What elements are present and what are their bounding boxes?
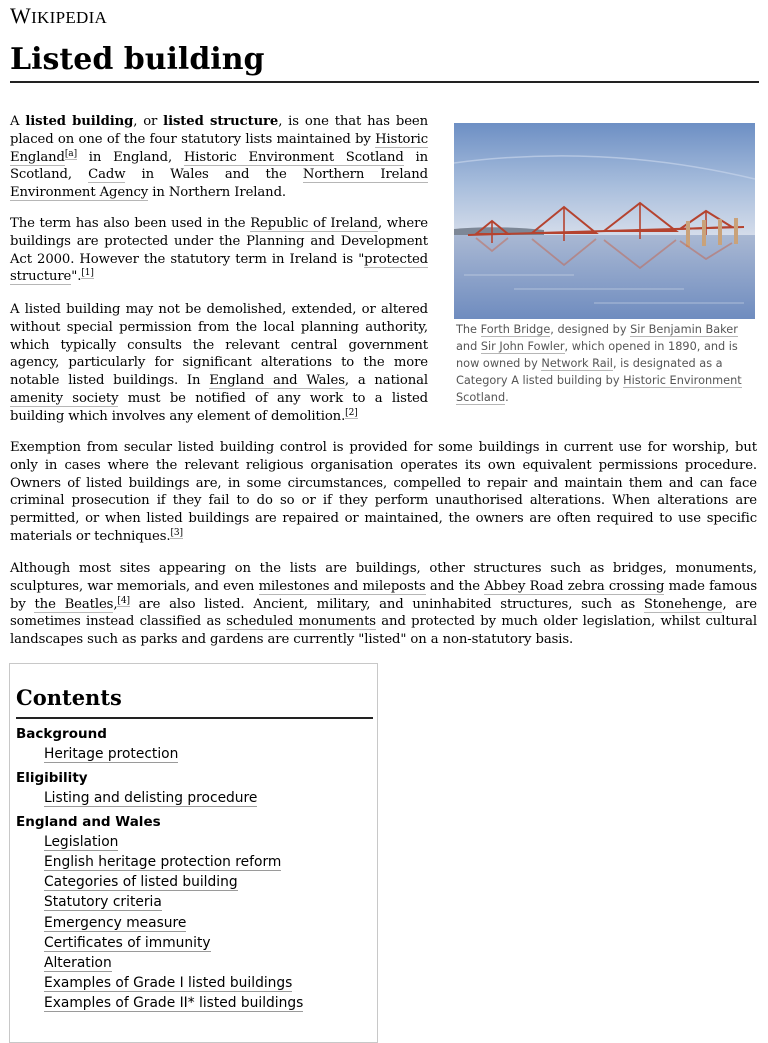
toc-title: Contents (16, 685, 122, 710)
text-run: in Wales and the (125, 167, 303, 183)
toc-list (16, 724, 303, 1017)
wordmark-initial: W (10, 3, 32, 28)
wiki-link[interactable]: Sir John Fowler (480, 340, 565, 353)
text-run: made famous by (10, 578, 758, 612)
toc-subsection-item (44, 993, 303, 1013)
bold-term: listed structure (163, 114, 279, 129)
text-run: and (456, 340, 481, 353)
toc-section-link[interactable]: Eligibility (16, 770, 88, 787)
forth-bridge-photo[interactable] (454, 123, 755, 319)
toc-subsection-item (44, 933, 303, 953)
citation (81, 268, 93, 279)
toc-subsection-list (44, 744, 303, 764)
toc-section (16, 724, 303, 764)
intro-paragraph-1 (10, 113, 428, 202)
text-run: , are sometimes instead classified as (10, 596, 757, 630)
text-run: in England, (76, 149, 184, 165)
toc-section-link[interactable]: England and Wales (16, 814, 161, 831)
toc-subsection-item (44, 892, 303, 912)
wiki-link[interactable]: Cadw (88, 167, 126, 183)
toc-subsection-link[interactable]: Heritage protection (44, 746, 179, 762)
figure-caption (456, 321, 752, 406)
toc-subsection-link[interactable]: Listing and delisting procedure (44, 790, 258, 807)
citation-link[interactable]: [3] (170, 527, 183, 538)
text-run: A (10, 114, 26, 129)
toc-subsection-item (44, 913, 303, 933)
wiki-link[interactable]: Northern Ireland Environment Agency (10, 167, 429, 201)
title-divider (10, 81, 759, 83)
wiki-link[interactable]: protected structure (10, 251, 428, 285)
wiki-link[interactable]: scheduled monuments (226, 614, 376, 630)
text-run: , a national (344, 373, 428, 389)
text-run: A listed building may not be demolished, extended, or altered without special permission from the local planning authority, which typically consults the relevant central government agency, particularly for significant alterations to the more notable listed buildings. In (10, 302, 428, 389)
wiki-link[interactable]: Stonehenge (643, 596, 723, 612)
toc-subsection-item (44, 953, 303, 973)
citation (65, 149, 77, 160)
toc-subsection-item (44, 744, 303, 764)
toc-subsection-item (44, 973, 303, 993)
table-of-contents (9, 663, 378, 1043)
toc-subsection-link[interactable]: Examples of Grade I listed buildings (44, 974, 293, 991)
wiki-link[interactable]: Network Rail (541, 357, 613, 370)
citation (345, 408, 357, 419)
text-run: and the (425, 578, 485, 594)
text-run: must be notified of any work to a listed building which involves any element of demolition. (10, 390, 428, 424)
citation (170, 528, 182, 539)
text-run: Although most sites appearing on the lists are buildings, other structures such as bridges, monuments, sculptures, war memorials, and even (10, 561, 757, 594)
intro-paragraph-3 (10, 301, 428, 426)
text-run: , or (133, 114, 164, 129)
wiki-link[interactable]: England and Wales (209, 373, 345, 389)
wiki-link[interactable]: Historic Environment Scotland (456, 374, 742, 404)
text-run: , is one that has been placed on one of the four statutory lists maintained by (10, 114, 428, 147)
text-run: . (505, 391, 509, 404)
text-run: , which opened in 1890, and is now owned by (456, 340, 738, 370)
toc-divider (16, 717, 373, 719)
toc-subsection-item (44, 852, 303, 872)
toc-subsection-link[interactable]: Alteration (44, 954, 112, 971)
toc-subsection-list (44, 788, 303, 808)
text-run: , is designated as a Category A listed building by (456, 357, 723, 387)
wiki-link[interactable]: Republic of Ireland (250, 216, 378, 231)
wordmark-rest: IKIPEDIA (31, 8, 108, 27)
wiki-link[interactable]: Historic Environment Scotland (183, 149, 404, 165)
toc-subsection-item (44, 832, 303, 852)
exemption-paragraph (10, 439, 757, 546)
page-title: Listed building (10, 42, 265, 77)
citation-link[interactable]: [a] (64, 148, 77, 159)
text-run: Exemption from secular listed building control is provided for some buildings in current use for worship, but only in cases where the relevant religious organisation operates its own equivalent permissions procedure. Owners of listed buildings are, in some circumstances, compelled to repair and maintain them and can face criminal prosecution if they fail to do so or if they perform unauthorised alterations. When alterations are permitted, or when listed buildings are repaired or maintained, the owners are often required to use specific materials or techniques. (10, 440, 757, 544)
wiki-link[interactable]: the Beatles (34, 596, 114, 612)
text-run: , where buildings are protected under the Planning and Development Act 2000. However the statutory term in Ireland is " (10, 216, 428, 267)
text-run: , designed by (550, 323, 631, 336)
toc-subsection-link[interactable]: Categories of listed building (44, 874, 238, 891)
text-run: are also listed. Ancient, military, and uninhabited structures, such as (129, 596, 644, 612)
text-run: , (113, 596, 118, 612)
citation (117, 596, 129, 607)
wiki-link[interactable]: milestones and mileposts (258, 578, 426, 594)
citation-link[interactable]: [1] (81, 268, 94, 279)
toc-subsection-item (44, 788, 303, 808)
wiki-link[interactable]: amenity society (10, 390, 119, 406)
forth-bridge-figure (454, 123, 755, 406)
text-run: ". (71, 269, 82, 285)
toc-subsection-item (44, 872, 303, 892)
wiki-link[interactable]: Abbey Road zebra crossing (484, 578, 665, 594)
toc-subsection-link[interactable]: Emergency measure (44, 914, 187, 931)
citation-link[interactable]: [2] (345, 407, 358, 418)
text-run: and protected by much older legislation, whilst cultural landscapes such as parks and gardens are currently "listed" on a non-statutory basis. (10, 614, 757, 648)
wiki-link[interactable]: Historic England (10, 131, 428, 165)
toc-section (16, 768, 303, 808)
bold-term: listed building (25, 114, 134, 129)
text-run: The term has also been used in the (10, 216, 251, 231)
toc-section (16, 812, 303, 1013)
wiki-link[interactable]: Sir Benjamin Baker (630, 323, 738, 336)
text-run: in Northern Ireland. (148, 185, 287, 201)
wikipedia-wordmark[interactable] (10, 4, 107, 28)
toc-section-link[interactable]: Background (16, 726, 107, 742)
wiki-link[interactable]: Forth Bridge (480, 323, 551, 336)
intro-paragraph-2 (10, 215, 428, 286)
structures-paragraph (10, 560, 757, 649)
toc-subsection-link[interactable]: Legislation (44, 834, 119, 851)
text-run: in Scotland, (10, 149, 428, 183)
text-run: The (456, 323, 481, 336)
toc-subsection-link[interactable]: Statutory criteria (44, 894, 162, 911)
toc-subsection-link[interactable]: Certificates of immunity (44, 934, 211, 951)
toc-subsection-link[interactable]: English heritage protection reform (44, 854, 282, 871)
citation-link[interactable]: [4] (117, 595, 130, 606)
toc-subsection-link[interactable]: Examples of Grade II* listed buildings (44, 994, 304, 1011)
toc-subsection-list (44, 832, 303, 1013)
